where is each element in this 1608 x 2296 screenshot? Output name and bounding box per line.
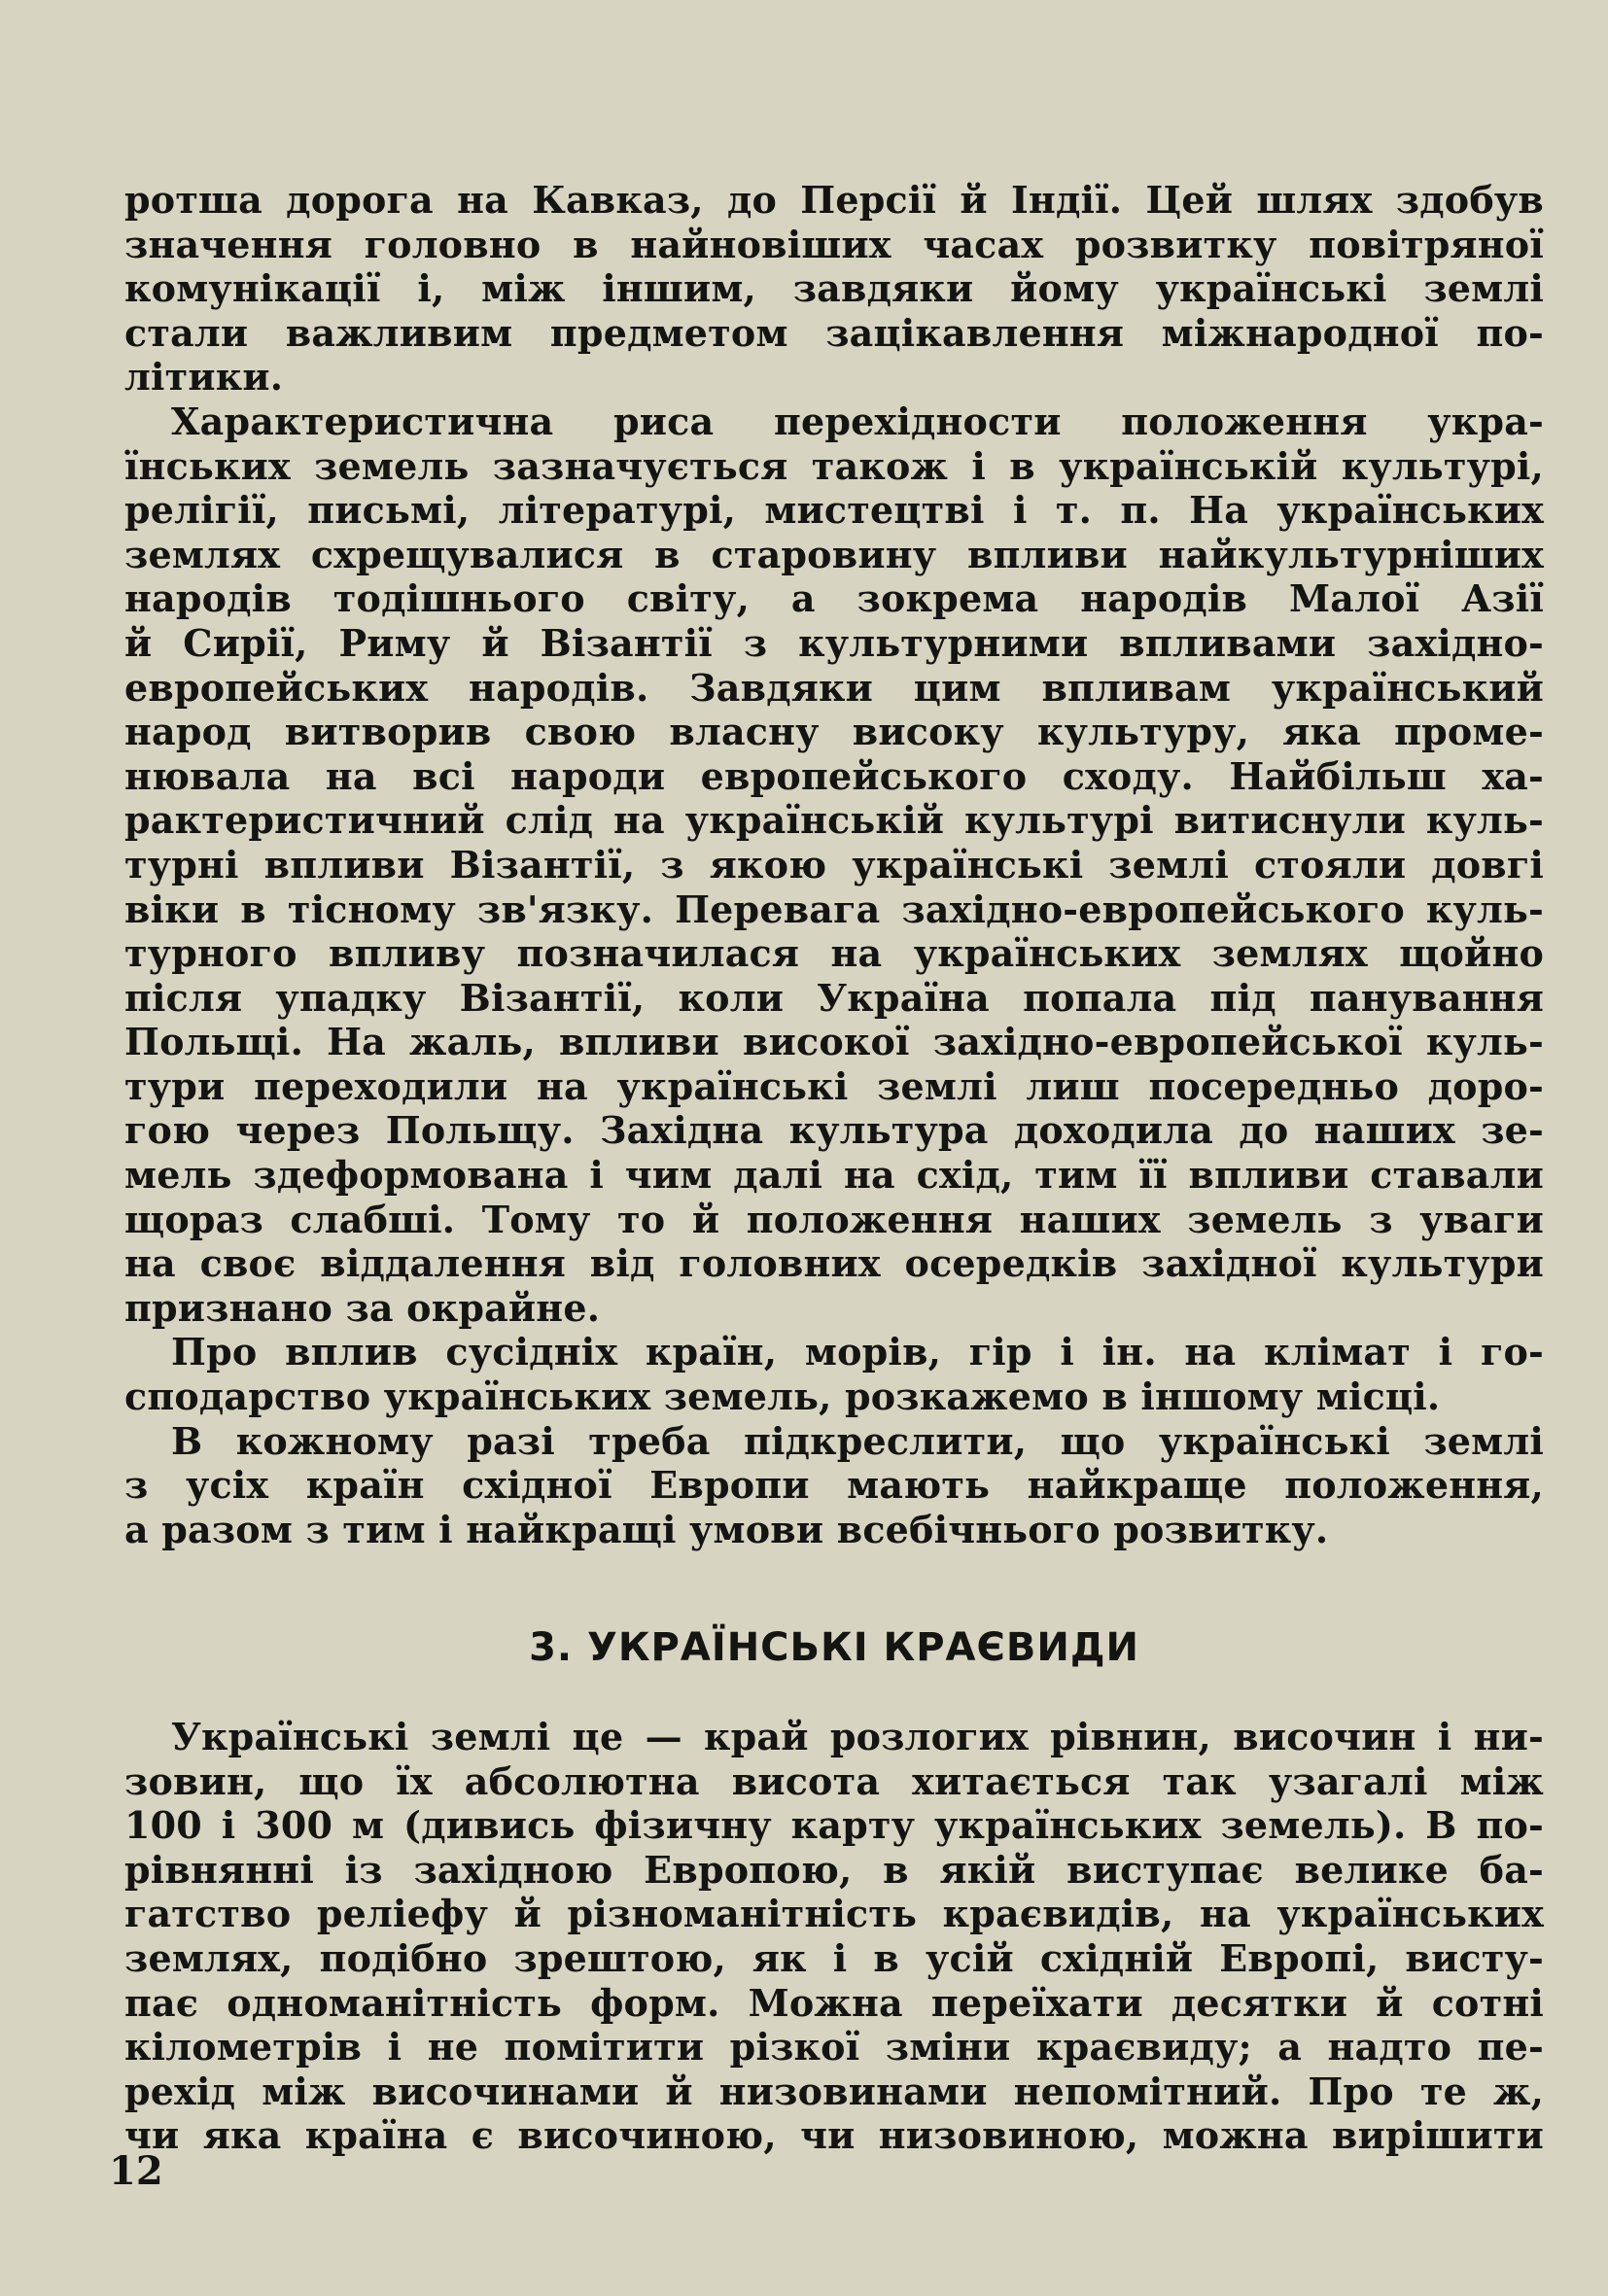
text-line: ротша дорога на Кавказ, до Персії й Індії. Цей шлях здобув: [124, 178, 1544, 222]
text-line: 100 і 300 м (дивись фізичну карту українських земель). В по-: [124, 1803, 1544, 1848]
text-line: літики.: [124, 355, 284, 400]
text-line: гатство реліефу й різноманітність краєвидів, на українських: [124, 1892, 1544, 1936]
text-line: щораз слабші. Тому то й положення наших земель з уваги: [124, 1197, 1544, 1241]
text-line: рактеристичний слід на українській культурі витиснули куль-: [124, 798, 1544, 843]
text-line: землях, подібно зрештою, як і в усій східній Европі, висту-: [124, 1935, 1544, 1980]
text-line: землях схрещувалися в старовину впливи найкультурніших: [124, 532, 1544, 576]
text-line: комунікації і, між іншим, завдяки йому українські землі: [124, 266, 1544, 311]
text-line: з усіх країн східної Европи мають найкраще положення,: [124, 1463, 1544, 1508]
text-line: рехід між височинами й низовинами непомітний. Про те ж,: [124, 2069, 1544, 2113]
text-line: значення головно в найновіших часах розвитку повітряної: [124, 222, 1544, 266]
text-line: кілометрів і не помітити різкої зміни краєвиду; а надто пе-: [124, 2025, 1544, 2070]
text-line: й Сирії, Риму й Візантії з культурними впливами західно-: [124, 620, 1544, 665]
text-line: гою через Польщу. Західна культура доходила до наших зе-: [124, 1108, 1544, 1153]
text-line: тури переходили на українські землі лиш посередньо доро-: [124, 1063, 1544, 1108]
text-line: їнських земель зазначується також і в українській культурі,: [124, 443, 1544, 488]
text-line: на своє віддалення від головних осередків західної культури: [124, 1241, 1544, 1286]
text-line: нювала на всі народи европейського сходу. Найбільш ха-: [124, 753, 1544, 798]
text-line: сподарство українських земель, розкажемо в іншому місці.: [124, 1374, 1441, 1419]
text-line: стали важливим предметом зацікавлення міжнародної по-: [124, 310, 1544, 355]
text-line: Характеристична риса перехідности положення укра-: [171, 399, 1544, 443]
text-line: рівнянні із західною Европою, в якій виступає велике ба-: [124, 1847, 1544, 1892]
text-line: релігії, письмі, літературі, мистецтві і т. п. На українських: [124, 488, 1544, 533]
text-line: а разом з тим і найкращі умови всебічнього розвитку.: [124, 1507, 1329, 1551]
text-line: народ витворив свою власну високу культуру, яка проме-: [124, 710, 1544, 754]
text-line: Про вплив сусідніх країн, морів, гір і ін. на клімат і го-: [171, 1330, 1544, 1374]
section-heading: 3. УКРАЇНСЬКІ КРАЄВИДИ: [529, 1625, 1139, 1670]
text-line: віки в тісному зв'язку. Перевага західно-европейського куль-: [124, 887, 1544, 931]
text-line: признано за окрайне.: [124, 1285, 601, 1330]
text-line: народів тодішнього світу, а зокрема народів Малої Азії: [124, 576, 1544, 621]
page-number: 12: [109, 2148, 163, 2194]
text-line: турні впливи Візантії, з якою українські землі стояли довгі: [124, 842, 1544, 887]
text-line: після упадку Візантії, коли Україна попала під панування: [124, 975, 1544, 1020]
text-line: пає одноманітність форм. Можна переїхати десятки й сотні: [124, 1980, 1544, 2025]
body-text-top: [124, 178, 1544, 1551]
text-line: мель здеформована і чим далі на схід, тим її впливи ставали: [124, 1153, 1544, 1198]
text-line: Польщі. На жаль, впливи високої західно-европейської куль-: [124, 1020, 1544, 1064]
body-text-bottom: [124, 1715, 1544, 2158]
text-line: В кожному разі треба підкреслити, що українські землі: [171, 1418, 1544, 1463]
text-line: турного впливу позначилася на українських землях щойно: [124, 931, 1544, 976]
text-line: европейських народів. Завдяки цим впливам український: [124, 665, 1544, 710]
text-line: чи яка країна є височиною, чи низовиною, можна вирішити: [124, 2113, 1544, 2158]
text-line: Українські землі це — край розлогих рівнин, височин і ни-: [171, 1715, 1544, 1758]
text-line: зовин, що їх абсолютна висота хитається так узагалі між: [124, 1758, 1544, 1803]
